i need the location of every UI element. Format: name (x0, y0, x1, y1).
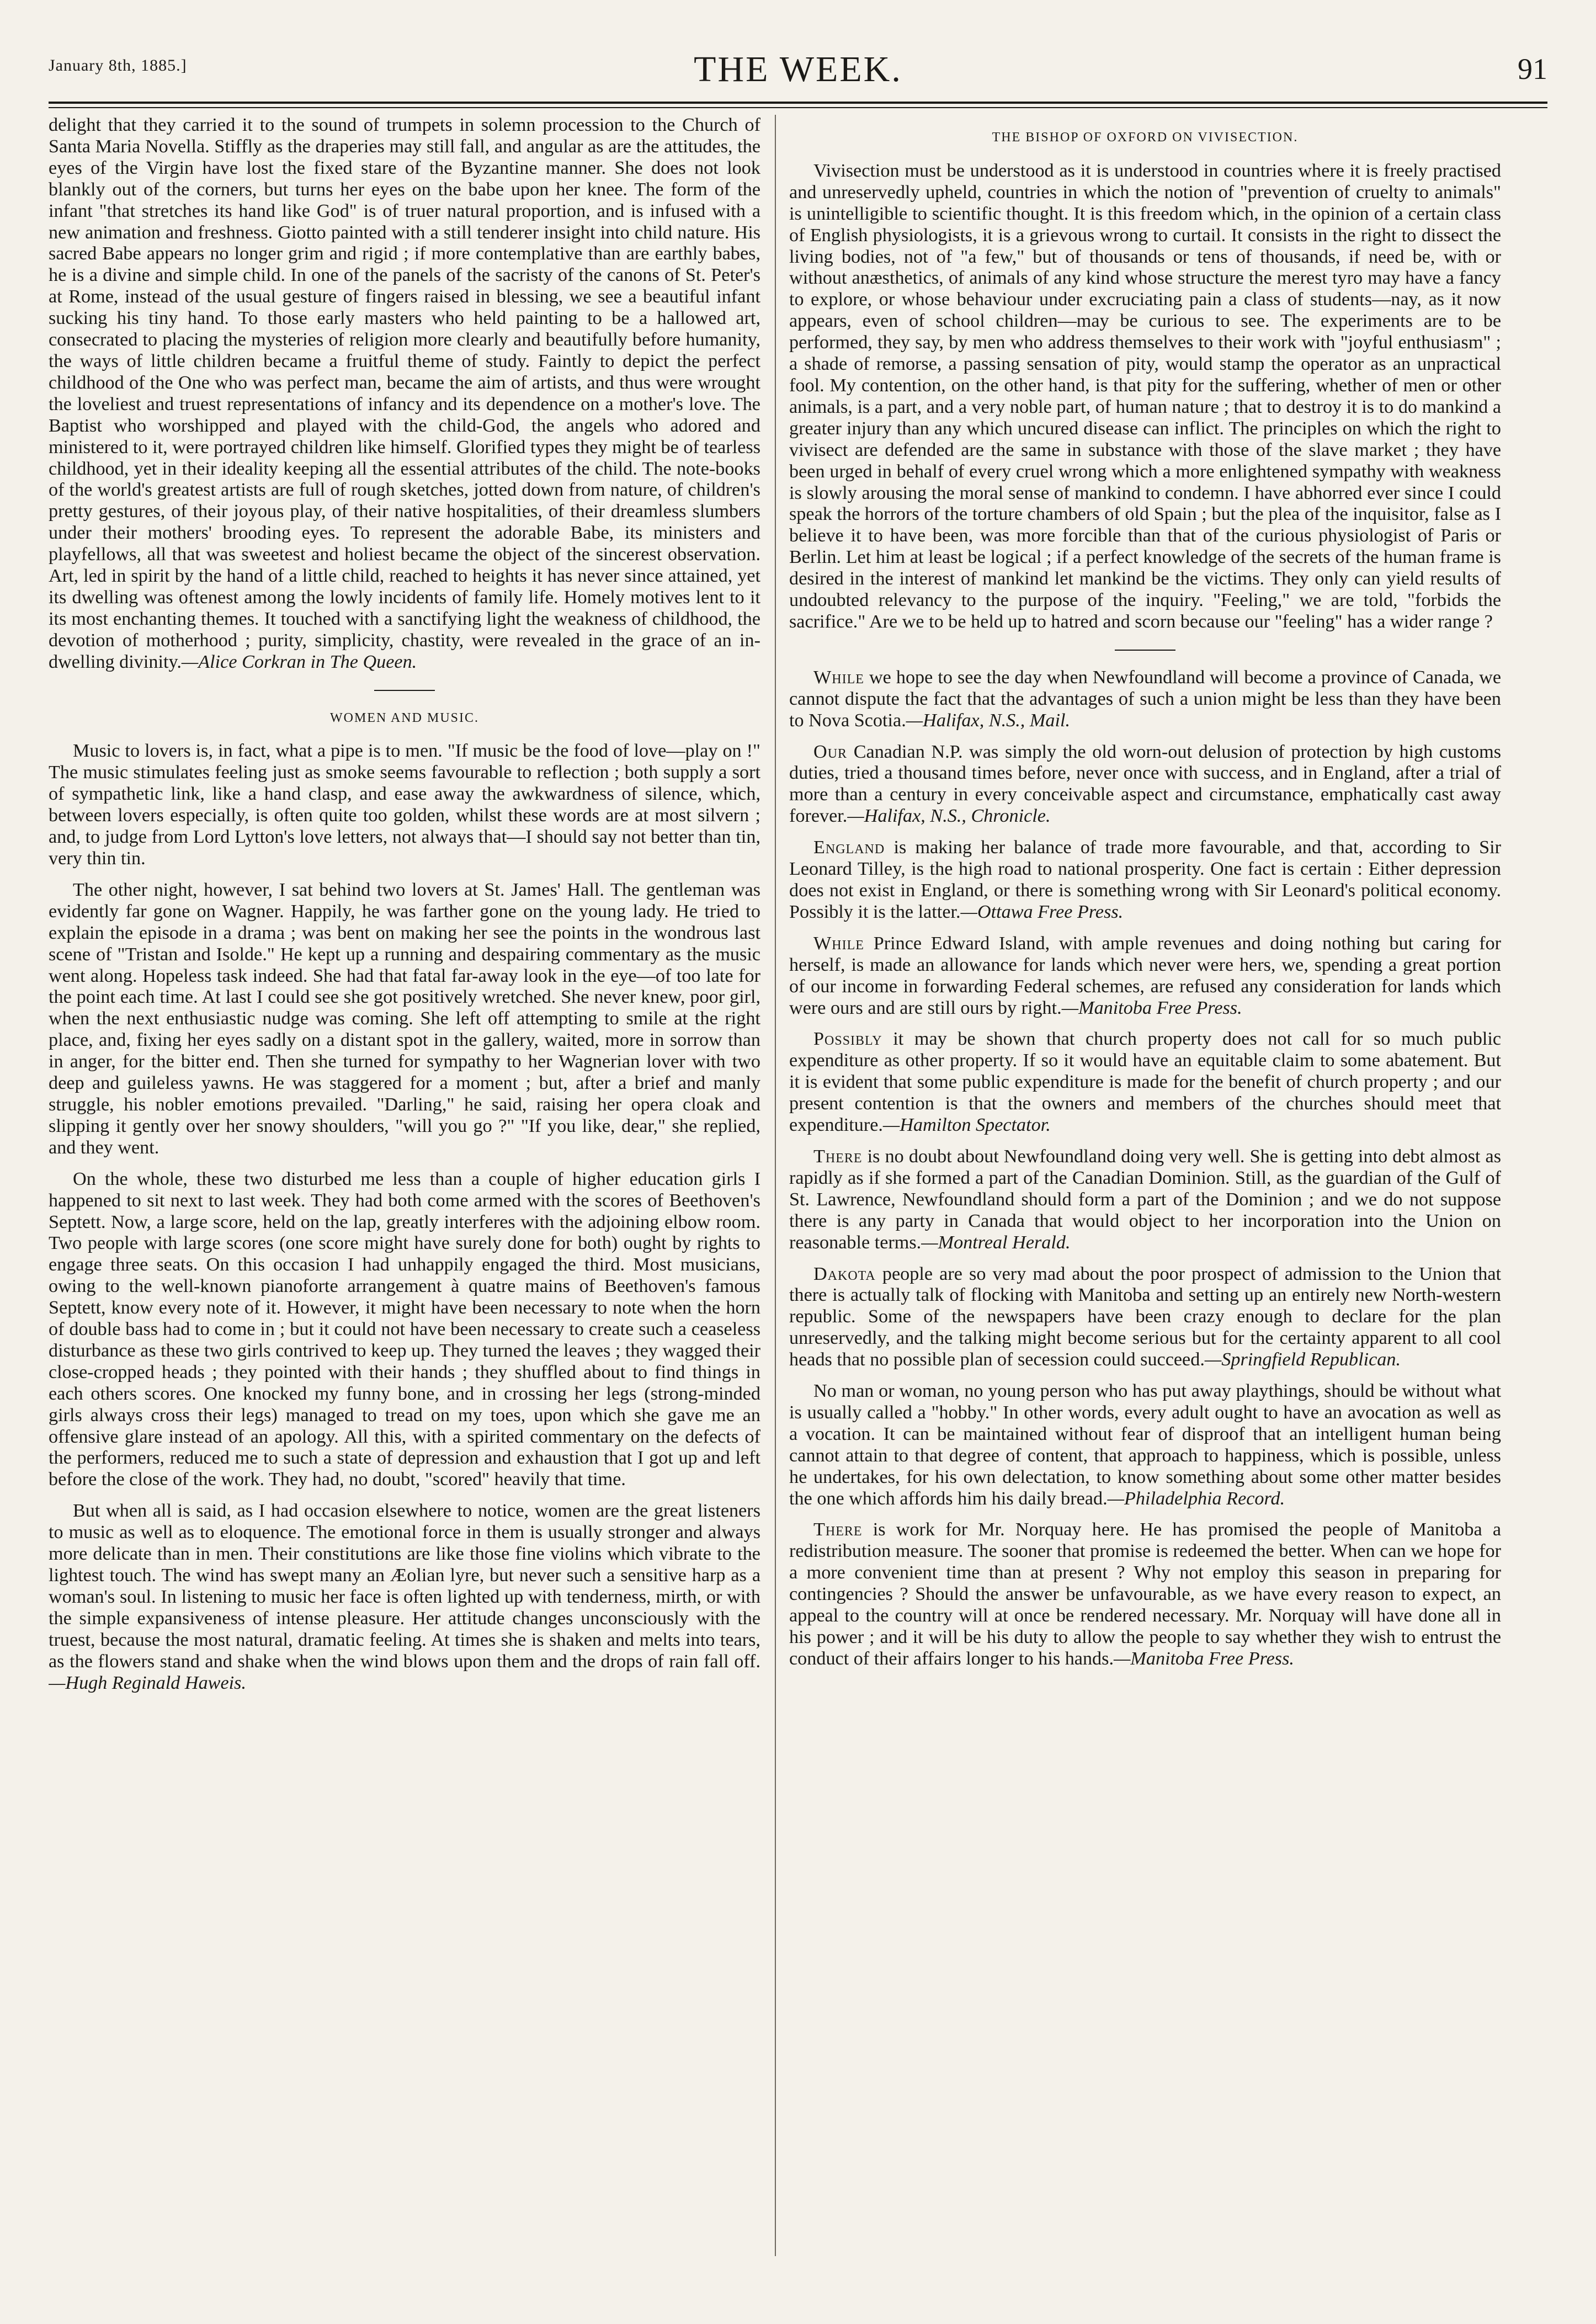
article-title-vivisection: THE BISHOP OF OXFORD ON VIVISECTION. (992, 130, 1299, 145)
article-text: delight that they carried it to the sound of trumpets in solemn procession to the Church of Santa Maria Novella. Stiffly as the draperies may still fall, and angular as are the attitudes, the eyes of the Virgin have lost the fixed stare of the Byzantine manner. She does not look blankly out of the corners, but turns her eyes on the babe upon her knee. The form of the infant "that stretches its hand like God" is of truer natural proportion, and is infused with a new animation and freshness. Giotto painted with a still tenderer insight into child nature. His sacred Babe appears no longer grim and rigid ; if more contemplative than are earthly babes, he is a divine and simple child. In one of the panels of the sacristy of the canons of St. Peter's at Rome, instead of the usual gesture of fingers raised in blessing, we see a beautiful infant sucking his tiny hand. To those early masters who held painting to be a hallowed art, consecrated to placing the mysteries of religion more clearly and beautifully before humanity, the ways of little children became a fruitful theme of study. Faintly to depict the perfect childhood of the One who was perfect man, became the aim of artists, and thus were wrought the loveliest and truest representations of infancy and its dependence on a mother's love. The Baptist who worshipped and played with the child-God, the angels who adored and ministered to it, were portrayed children like himself. Glorified types they might be of tearless childhood, yet in their ideality keeping all the essential attributes of the child. The note-books of the world's greatest artists are full of rough sketches, jotted down from nature, of children's pretty gestures, of their joyous play, of their native hospitalities, of their dreamless slumbers under their mothers' brooding eyes. To represent the adorable Babe, its ministers and playfellows, all that was sweetest and holiest became the object of the sincerest observation. Art, led in spirit by the hand of a little child, reached to heights it has never since attained, yet its dwelling was oftenest among the lowly incidents of family life. Homely motives lent to it its most enchanting themes. It touched with a sanctifying light the weakness of childhood, the devotion of motherhood ; purity, simplicity, chastity, were revealed in the grace of an in-dwelling divinity. (49, 115, 760, 672)
header-rule-thick (49, 102, 1547, 104)
item-lead: Dakota (813, 1263, 876, 1284)
item-text: No man or woman, no young person who has put away playthings, should be without what is usually called a "hobby." In other words, every adult ought to have an avocation as well as a vocation. It can be maintained without fear of disproof that an intelligent human being cannot attain to that degree of content, that approach to happiness, which is possible, unless he undertakes, for his own delectation, to know something about some other matter besides the one which affords him his daily bread. (789, 1381, 1501, 1509)
article-paragraph: On the whole, these two disturbed me less than a couple of higher education girls I happened to sit next to last week. They had both come armed with the scores of Beethoven's Septett. Now, a large score, held on the lap, greatly interferes with the adjoining elbow room. Two people with large scores (one score might have surely done for both) ought by rights to engage three seats. On this occasion I had unhappily engaged the third. Most musicians, owing to the well-known pianoforte arrangement à quatre mains of Beethoven's famous Septett, know every note of it. However, it might have been necessary to note when the horn of double bass had to come in ; but it could not have been necessary to create such a ceaseless disturbance as these two girls contrived to keep up. They turned the leaves ; they wagged their close-cropped heads ; they pointed with their hands ; they shuffled about to find things in each others scores. One knocked my funny bone, and in crossing her legs (strong-minded girls always cross their legs) managed to tread on my toes, upon which she gave me an offensive glare instead of an apology. All this, with a spirited commentary on the defects of the performers, reduced me to such a state of depression and exhaustion that I got up and left before the close of the work. They had, no doubt, "scored" heavily that time. (49, 1168, 760, 1490)
news-item (789, 1029, 1501, 1136)
item-text: Canadian N.P. was simply the old worn-out delusion of protection by high customs duties, tried a thousand times before, never once with success, and in England, after a trial of more than a century in every conceivable aspect and circumstance, emphatically cast away forever. (789, 741, 1501, 827)
item-lead: There (813, 1146, 863, 1167)
item-lead: There (813, 1519, 863, 1540)
left-column (49, 115, 760, 2278)
page-header (49, 49, 1547, 102)
article-continued-paragraph (49, 115, 760, 673)
masthead-title: THE WEEK. (694, 49, 902, 89)
news-item (789, 1519, 1501, 1669)
article-paragraph (49, 1501, 760, 1694)
news-item (789, 1146, 1501, 1254)
item-text: it may be shown that church property does not call for so much public expenditure as other property. If so it would have an equitable claim to some abatement. But it is evident that some public expenditure is made for the benefit of church property ; and our present contention is that the owners and members of the churches should meet that expenditure. (789, 1029, 1501, 1136)
item-text: is work for Mr. Norquay here. He has promised the people of Manitoba a redistribution measure. The sooner that promise is redeemed the better. When can we hope for a more convenient time than at present ? Why not employ this season in preparing for contingencies ? Should the answer be unfavourable, as we have every reason to expect, an appeal to the country will at once be rendered necessary. Mr. Norquay will have done all in his power ; and it will be his duty to allow the people to say whether they wish to entrust the conduct of their affairs longer to his hands. (789, 1519, 1501, 1669)
news-item (789, 1381, 1501, 1509)
item-source: —Springfield Republican. (1204, 1349, 1401, 1370)
item-text: people are so very mad about the poor prospect of admission to the Union that there is actually talk of flocking with Manitoba and setting up an entirely new North-western republic. Some of the newspapers have been crazy enough to declare for the plan unreservedly, and the talking might become serious but for the certainty apparent to all cool heads that no possible plan of secession could succeed. (789, 1263, 1501, 1370)
item-text: is no doubt about Newfoundland doing very well. She is getting into debt almost as rapidly as if she formed a part of the Canadian Dominion. Still, as the guardian of the Gulf of St. Lawrence, Newfoundland should form a part of the Dominion ; and we do not suppose there is any party in Canada that would object to her incorporation into the Union on reasonable terms. (789, 1146, 1501, 1253)
section-divider (374, 690, 435, 691)
article-paragraph: The other night, however, I sat behind two lovers at St. James' Hall. The gentleman was evidently far gone on Wagner. Happily, he was farther gone on the young lady. He tried to explain the episode in a drama ; was bent on making her see the points in the wondrous last scene of "Tristan and Isolde." He kept up a running and despairing commentary as the music went along. Hopeless task indeed. She had that fatal far-away look in the eye—of too late for the point each time. At last I could see she got positively wretched. She never knew, poor girl, when the next enthusiastic nudge was coming. She left off attempting to smile at the right place, and, fixing her eyes sadly on a distant spot in the gallery, waited, more in sorrow than in anger, for the bitter end. Then she turned for sympathy to her Wagnerian lover with two deep and guileless yawns. He was staggered for a moment ; but, after a brief and manly struggle, his nobler emotions prevailed. "Darling," he said, raising her opera cloak and slipping it gently over her snowy shoulders, "will you go ?" "If you like, dear," she replied, and they went. (49, 879, 760, 1158)
news-item (789, 837, 1501, 923)
article-text: But when all is said, as I had occasion elsewhere to notice, women are the great listeners to music as well as to eloquence. The emotional force in them is usually stronger and always more delicate than in men. Their constitutions are like those fine violins which vibrate to the lightest touch. The wind has swept many an Æolian lyre, but never such a sensitive harp as a woman's soul. In listening to music her face is often lighted up with tenderness, mirth, or with the simple expansiveness of intense pleasure. Her attitude changes unconsciously with the truest, because the most natural, dramatic feeling. At times she is shaken and melts into tears, as the flowers stand and shake when the wind blows upon them and the drops of rain fall off. (49, 1501, 760, 1672)
item-source: —Ottawa Free Press. (960, 901, 1124, 922)
item-text: Prince Edward Island, with ample revenues and doing nothing but caring for herself, is made an allowance for lands which never were hers, we, spending a great portion of our income in forwarding Federal schemes, are refused any consideration for lands which were ours and are still ours by right. (789, 933, 1501, 1018)
item-source: —Manitoba Free Press. (1061, 997, 1242, 1018)
issue-date: January 8th, 1885.] (49, 56, 187, 75)
item-lead: While (813, 933, 864, 954)
article-source: —Hugh Reginald Haweis. (49, 1672, 247, 1693)
item-source: —Philadelphia Record. (1107, 1488, 1285, 1509)
item-source: —Halifax, N.S., Chronicle. (847, 806, 1051, 827)
item-source: —Montreal Herald. (921, 1232, 1071, 1253)
news-item (789, 1264, 1501, 1371)
news-item (789, 933, 1501, 1019)
news-item (789, 742, 1501, 828)
item-lead: England (813, 837, 885, 858)
article-source: —Alice Corkran in The Queen. (181, 651, 417, 672)
item-source: —Hamilton Spectator. (882, 1115, 1051, 1136)
item-lead: Our (813, 741, 848, 762)
article-paragraph: Vivisection must be understood as it is understood in countries where it is freely practised and unreservedly upheld, countries in which the notion of "prevention of cruelty to animals" is unintelligible to scientific thought. It is this freedom which, in the opinion of a certain class of English physiologists, it is a grievous wrong to curtail. It consists in the right to dissect the living bodies, not of "a few," but of thousands or tens of thousands, if need be, with or without anæsthetics, of animals of any kind whose structure the merest tyro may have a fancy to explore, or whose behaviour under excruciating pain a class of students—nay, as it now appears, even of school children—may be curious to see. The experiments are to be performed, they say, by men who address themselves to their work with "joyful enthusiasm" ; a shade of remorse, a passing sensation of pity, would stamp the operator as an unpractical fool. My contention, on the other hand, is that pity for the suffering, whether of men or other animals, is a part, and a very noble part, of human nature ; that to destroy it is to do mankind a greater injury than any which uncured disease can inflict. The principles on which the right to vivisect are defended are the same in substance with those of the slave market ; they have been urged in behalf of every cruel wrong which a more enlightened sympathy with weakness is slowly arousing the moral sense of mankind to condemn. I have abhorred ever since I could speak the horrors of the torture chambers of old Spain ; but the plea of the inquisitor, false as I believe it to have been, was more forcible than that of the curious physiologist of Paris or Berlin. Let him at least be logical ; if a perfect knowledge of the secrets of the human frame is desired in the interest of mankind let mankind be the victims. They only can yield results of undoubted relevancy to the purpose of the inquiry. "Feeling," we are told, "forbids the sacrifice." Are we to be held up to hatred and scorn because our "feeling" has a wider range ? (789, 160, 1501, 632)
column-divider (775, 115, 776, 2256)
item-text: we hope to see the day when Newfoundland will become a province of Canada, we cannot dispute the fact that the advantages of such a union might be less than they have been to Nova Scotia. (789, 667, 1501, 731)
page-number: 91 (1518, 52, 1547, 86)
section-divider (1115, 650, 1175, 651)
item-lead: Possibly (813, 1029, 882, 1050)
news-item (789, 667, 1501, 732)
article-title-women-and-music: WOMEN AND MUSIC. (329, 710, 479, 725)
item-source: —Manitoba Free Press. (1114, 1648, 1294, 1669)
header-rule-thin (49, 107, 1547, 108)
item-text: is making her balance of trade more favourable, and that, according to Sir Leonard Tilley, is the high road to national prosperity. One fact is certain : Either depression does not exist in England, or there is something wrong with Sir Leonard's political economy. Possibly it is the latter. (789, 837, 1501, 922)
item-lead: While (813, 667, 864, 688)
item-source: —Halifax, N.S., Mail. (906, 710, 1070, 731)
article-paragraph: Music to lovers is, in fact, what a pipe is to men. "If music be the food of love—play on !" The music stimulates feeling just as smoke seems favourable to reflection ; both supply a sort of sympathetic link, like a hand clasp, and ease away the awkwardness of silence, which, between lovers especially, is often quite too golden, whilst these words are at most silvern ; and, to judge from Lord Lytton's love letters, not always that—I should say not better than tin, very thin tin. (49, 741, 760, 869)
right-column (789, 115, 1501, 2278)
